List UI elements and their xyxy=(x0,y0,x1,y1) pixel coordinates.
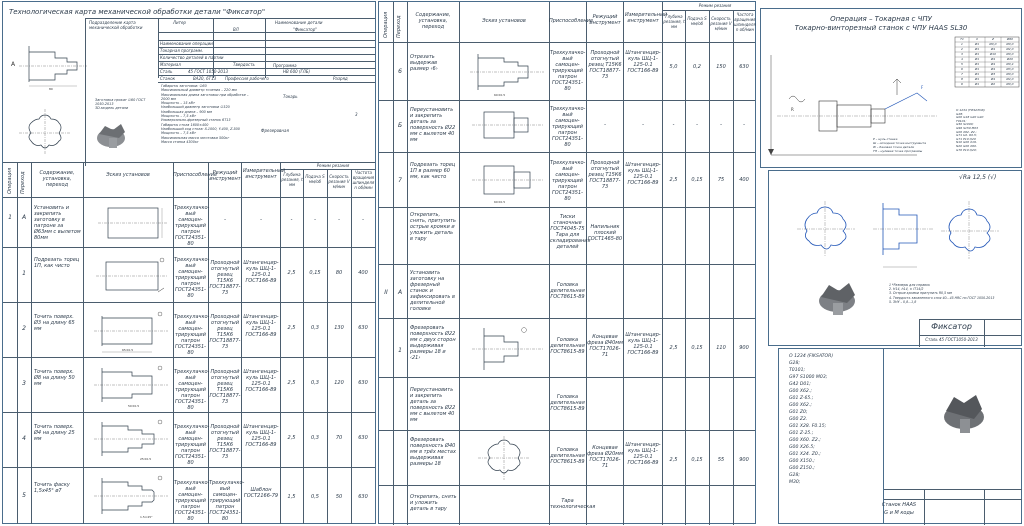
cnc-legend: Р – нуль станка Ш – исходная точка инструмента W – базовая точка детали ТП – нулевая точка программы xyxy=(873,137,927,153)
setup-sketch-2 xyxy=(88,252,170,300)
header-shaft-sketch xyxy=(9,32,89,92)
program-label: Программа xyxy=(273,63,297,68)
part-name: Фиксатор xyxy=(931,322,972,331)
g-code-sheet xyxy=(778,348,884,524)
col-fixture: Приспособление xyxy=(173,172,218,178)
col-sketch: Эскиз установов xyxy=(106,172,150,178)
profession-value: Токарь xyxy=(283,94,298,99)
org-label: Подразделение карта механической обработки xyxy=(89,20,143,30)
part-3d-view xyxy=(813,279,863,319)
material-value: Сталь xyxy=(160,69,173,74)
col-measuring-tool-2: Измерительный инструмент xyxy=(625,12,668,24)
material-label: Материал xyxy=(160,62,181,67)
setup-sketch-7 xyxy=(464,46,546,98)
col-content-2: Содержание, установка, переход xyxy=(415,12,451,30)
setup-sketch-4 xyxy=(88,360,170,410)
col-rpm-2: Частота вращения шпинделя n об/мин xyxy=(734,12,756,32)
g-code-3d-sheet xyxy=(881,348,1022,524)
roughness-mark: √Ra 12,5 (√) xyxy=(959,174,997,181)
col-content: Содержание, установка, переход xyxy=(39,170,75,188)
hardness-label: Твердость xyxy=(233,62,255,67)
cnc-code-snippet: О 1234 (FIKSATOR) G28; G00 G18 G20 G40 T0101; G50 S1000; G96 S150 M03 G00 X62. Z2.; G71 U2. R0.5; G71 P10 Q20 N10 G00 X19. N20 G00 X60. G70 P10 Q20; xyxy=(956,108,985,152)
col-op: Операция xyxy=(7,167,13,194)
col-cutting-tool-2: Режущий инструмент xyxy=(589,14,621,26)
setup-sketch-6 xyxy=(88,470,170,522)
op-name-value: Токарная программ. xyxy=(160,48,204,53)
svg-text:60±0.5: 60±0.5 xyxy=(494,200,506,204)
part-3d-model xyxy=(91,120,131,152)
svg-text:80: 80 xyxy=(49,87,53,91)
col-measuring-tool: Измерительный инструмент xyxy=(243,168,286,180)
machine-notes: Габариты заготовки: ∅60 Максимальный диаметр точения – 220 мм Максимальная длина заготовки при обработке – 2000 мм Мощность – 15 кВт Наибольший диаметр заготовки ∅320 Наибольшая длина – 900 мм Мощность – 7,5 кВт Универсально-фрезерный станок 6Т13 Габариты стола 1600×400 Наибольший ход стола: X-1000, Y-400, Z-500 Мощность – 7,5 кВт Максимальная масса заготовки 500кг Масса станка 4300кг xyxy=(161,84,249,144)
detail-name-label: Наименование детали xyxy=(275,20,323,25)
sheet-title: Технологическая карта механической обработки детали "Фиксатор" xyxy=(9,8,266,16)
drawing-notes: 1 *Размеры для справок 2. H14, h14, ± IT14/2 3. Острые кромки притупить R0,5 мм 4. Твердость закаленного слоя 40...45 HRC по ГОСТ 1050-2013 5. ЗНУ – 0,8...1,8 xyxy=(889,283,995,304)
litera-value: ВЛ xyxy=(233,27,239,32)
route-sheet-1: Технологическая карта механической обработки детали "Фиксатор" Подразделение карта механической обработки Литер ВЛ Наименование детали "Фиксатор" Наименование операции Токарная программ. Количество деталей в партии Материал Твердость Сталь 45 ГОСТ 1050-2013 НВ 600 (ГЛБ) Станок Программа ВА20, 6Т13 Профессия рабочего Разряд Токарь 3 Фрезеровная Габариты заготовки: ∅60 Максимальный диаметр точения – 220 мм Максимальная длина заготовки при обработке – 2000 мм Мощность – 15 кВт Наибольший диаметр заготовки ∅320 Наибольшая длина – 900 мм Мощность – 7,5 кВт Универсально-фрезерный станок 6Т13 Габариты стола 1600×400 Наибольший ход стола: X-1000, Y-400, Z-500 Мощность – 7,5 кВт Максимальная масса заготовки 500кг Масса станка 4300кг A 80 Заготовка прокат ∅60 ГОСТ 1050-2013 3D-модель детали Операция Переход Содержание, установка, переход Эскиз установов Приспособление Режущий инструмент Измерительный инструмент Режим резания Глубина резания, t мм Подача S мм/об Скорость резания V м/мин Частота вращения шпинделя n об/мин 1 А Установить и закрепить заготовку в патроне за Ø63мм с вылетом 80мм Трехкулачко-вый самоцен-трирующий патрон ГОСТ24351-80 - - - - - - 1 Подрезать торец 1П, как чисто Трехкулачко-вый самоцен-трирующий патрон ГОСТ24351-80 Проходной отогнутый резец Т15К6 ГОСТ18877-73 Штангенцир-куль ШЦ-1-125-0.1 ГОСТ166-89 2,5 0,15 80 400 2 Точить поверх. Ø3 на длину 65 мм Трехкулачко-вый самоцен-трирующий патрон ГОСТ24351-80 Проходной отогнутый резец Т15К6 ГОСТ18877-73 Штангенцир-куль ШЦ-1-125-0.1 ГОСТ166-89 2,5 0,3 130 630 3 Точить поверх. Ø8 на длину 50 мм Трехкулачко-вый самоцен-трирующий патрон ГОСТ24351-80 Проходной отогнутый резец Т15К6 ГОСТ18877-73 Штангенцир-куль ШЦ-1-125-0.1 ГОСТ166-89 2,5 0,3 120 630 4 Точить поверх. Ø4 на длину 25 мм Трехкулачко-вый самоцен-трирующий патрон ГОСТ24351-80 Проходной отогнутый резец Т15К6 ГОСТ18877-73 Штангенцир-куль ШЦ-1-125-0.1 ГОСТ166-89 2,5 0,3 70 630 5 Точить фаску 1,5х45° ø7 Трехкулачко-вый самоцен-трирующий патрон ГОСТ24351-80 Трехкулачко-вый самоцен-трирующий патрон ГОСТ24351-80 Шаблон ГОСТ2166-79 1,5 0,5 50 630 65±0.5 50±0.5 25±0.5 1.5×45° xyxy=(2,1,376,524)
part-3d-render xyxy=(934,389,994,439)
part-views xyxy=(773,185,1019,285)
col-speed: Скорость резания V м/мин xyxy=(328,174,350,189)
hardness-value: НВ 600 (ГЛБ) xyxy=(283,69,311,74)
cnc-title-2: Токарно-винторезный станок с ЧПУ HAAS SL30 xyxy=(794,24,968,32)
setup-sketch-1 xyxy=(88,200,170,245)
cnc-title-1: Операция – Токарная с ЧПУ xyxy=(830,15,932,23)
col-feed-2: Подача S мм/об xyxy=(687,16,707,26)
col-transition: Переход xyxy=(20,171,26,194)
col-depth-2: Глубина резания, t мм xyxy=(663,14,685,29)
svg-text:25±0.5: 25±0.5 xyxy=(140,457,152,461)
litera-label: Литер xyxy=(173,20,186,25)
detail-name-value: "Фиксатор" xyxy=(293,27,318,32)
setup-sketch-8 xyxy=(464,102,546,150)
col-rpm: Частота вращения шпинделя n об/мин xyxy=(352,170,375,190)
svg-text:A: A xyxy=(11,61,16,68)
col-cutting-tool: Режущий инструмент xyxy=(209,170,241,182)
col-modes-2: Режим резания xyxy=(698,3,732,8)
op-label: Фрезеровная xyxy=(261,128,289,133)
svg-text:1.5×45°: 1.5×45° xyxy=(140,515,153,519)
profession-label: Профессия рабочего xyxy=(225,76,269,81)
svg-text:65±0.5: 65±0.5 xyxy=(122,348,134,352)
part-drawing-sheet xyxy=(768,170,1022,346)
setup-sketch-9 xyxy=(464,156,546,206)
grade-label: Разряд xyxy=(333,76,348,81)
col-depth: Глубина резания, t мм xyxy=(281,172,303,187)
col-fixture-2: Приспособление xyxy=(549,18,594,24)
col-speed-2: Скорость резания V м/мин xyxy=(710,16,732,31)
col-modes: Режим резания xyxy=(316,163,350,168)
machine-value: ВА20, 6Т13 xyxy=(193,76,217,81)
svg-text:60±0.5: 60±0.5 xyxy=(494,93,506,97)
stamp-subtitle: G и M коды xyxy=(884,510,914,516)
setup-sketch-3 xyxy=(88,306,170,356)
col-op-2: Операция xyxy=(383,11,389,38)
setup-sketch-11 xyxy=(464,434,546,484)
machine-label: Станок xyxy=(160,76,176,81)
setup-sketch-5 xyxy=(88,414,170,464)
svg-text:F: F xyxy=(921,85,924,90)
material-gost: 45 ГОСТ 1050-2013 xyxy=(188,69,229,74)
setup-sketch-10 xyxy=(464,322,546,376)
coords-table-values: Т1 X Z Ø60 1 Ø1 Ø0,0 Ø0,0 2 Ø1 Ø4 Ø2,0 3 Ø1 Ø10 Ø0,0 4 Ø1 Ø4 Ø20 5 Ø1 Ø4 Ø0,4 6 Ø1 Ø4 Ø3,0 7 Ø1 Ø3 Ø0,0 8 Ø1 Ø4 Ø4,0 9 Ø1 Ø2 Ø0,0 xyxy=(960,37,1014,86)
g-code-listing: О 1234 (FIKSATOR) G28; T0101; G97 S1000 M03; G42 D01; G00 X62.; G01 Z-65.; G00 X62.; G01 Z0; G00 Z2. G01 X28. F0.15; G01 Z-25.; G00 X60. Z2.; G00 X26.5; G01 X24. Z0.; G00 X150.; G00 Z150.; G28; M30; xyxy=(789,354,834,485)
op-name-label: Наименование операции xyxy=(160,41,213,46)
col-transition-2: Переход xyxy=(396,15,402,38)
star-profile-sketch xyxy=(15,107,75,157)
cnc-sheet xyxy=(760,8,1022,168)
col-sketch-2: Эскиз установов xyxy=(482,18,526,24)
svg-text:50±0.5: 50±0.5 xyxy=(128,404,140,408)
stamp-title: Станок HAAS xyxy=(881,502,917,508)
grade-value: 3 xyxy=(355,112,358,117)
qty-label: Количество деталей в партии xyxy=(160,55,224,60)
col-feed: Подача S мм/об xyxy=(305,174,325,184)
blank-caption: Заготовка прокат ∅60 ГОСТ 1050-2013 3D-модель детали xyxy=(95,98,146,110)
route-sheet-2: Операция Переход Содержание, установка, переход Эскиз установов Приспособление Режущий инструмент Измерительный инструмент Режим резания Глубина резания, t мм Подача S мм/об Скорость резания V м/мин Частота вращения шпинделя n об/мин 6 Отрезать выдержав размер ‹6› Трехкулачко-вый самоцен-трирующий патрон ГОСТ24351-80 Проходной отогнутый резец Т15К6 ГОСТ18877-73 Штангенцир-куль ШЦ-1-125-0.1 ГОСТ166-89 5,0 0,2 150 630 Б Переустановить и закрепить деталь за поверхность Ø22 мм с вылетом 40 мм Трехкулачко-вый самоцен-трирующий патрон ГОСТ24351-80 - - - - - - 7 Подрезать торец 1П в размер 60 мм, как чисто Трехкулачко-вый самоцен-трирующий патрон ГОСТ24351-80 Проходной отогнутый резец Т15К6 ГОСТ18877-73 Штангенцир-куль ШЦ-1-125-0.1 ГОСТ166-89 2,5 0,15 75 400 Открепить, снять, притупить острые кромки и уложить деталь в тару Тиски станочные ГОСТ4045-75 Тара для складирования деталей Напильник плоский ГОСТ1465-80 II А Установить заготовку на фрезерный станок и зафиксировать в делительной головке Головка делительная ГОСТ8615-89 1 Фрезеровать поверхность Ø22 мм с двух сторон выдерживая размеры 18 и ‹21› Головка делительная ГОСТ8615-89 Концевая фреза Ø40мм ГОСТ17026-71 Штангенцир-куль ШЦ-1-125-0.1 ГОСТ166-89 2,5 0,15 110 900 Переустановить и закрепить деталь за поверхность Ø22 мм с вылетом 40 мм Головка делительная ГОСТ8615-89 Фрезеровать поверхность Ø40 мм в трёх местах выдерживая размеры 18 Головка делительная ГОСТ8615-89 Концевая фреза Ø20мм ГОСТ17026-71 Штангенцир-куль ШЦ-1-125-0.1 ГОСТ166-89 2,5 0,15 55 900 Открепить, снять и уложить деталь в тару Тара технологическая 60±0.5 60±0.5 xyxy=(378,1,756,524)
svg-text:R: R xyxy=(791,107,794,112)
part-material: Сталь 45 ГОСТ1050-2013 xyxy=(925,337,978,342)
